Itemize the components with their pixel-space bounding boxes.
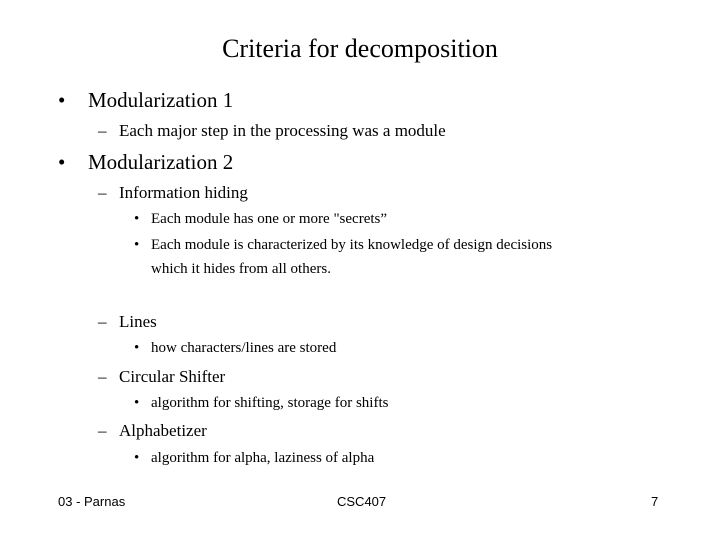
sub-bullet-text: Information hiding	[119, 183, 248, 202]
sub-bullet-text: Each major step in the processing was a module	[119, 121, 446, 140]
sub-bullet-major-step	[98, 121, 446, 141]
bullet-modularization-1	[58, 88, 233, 112]
detail-text: Each module has one or more "secrets”	[151, 211, 388, 227]
sub-bullet-text: Lines	[119, 312, 157, 331]
detail-text: algorithm for shifting, storage for shifts	[151, 395, 389, 411]
sub-bullet-text: Circular Shifter	[119, 367, 226, 386]
sub-bullet-alphabetizer	[98, 421, 207, 441]
footer-course-section: 03 - Parnas	[58, 494, 126, 509]
sub-bullet-information-hiding	[98, 183, 248, 203]
footer-page-number: 7	[651, 494, 659, 509]
detail-text: Each module is characterized by its knowledge of design decisions	[151, 237, 553, 253]
bullet-marker: •	[134, 211, 140, 227]
dash-marker: –	[98, 312, 107, 331]
bullet-marker: •	[134, 237, 140, 253]
detail-shifting	[134, 394, 388, 412]
bullet-marker: •	[58, 150, 66, 174]
detail-lines-storage	[134, 339, 336, 357]
bullet-marker: •	[134, 395, 140, 411]
detail-characterized-continued: which it hides from all others.	[151, 261, 331, 277]
slide-title: Criteria for decomposition	[222, 34, 498, 63]
bullet-text: Modularization 1	[88, 88, 234, 112]
dash-marker: –	[98, 183, 107, 202]
sub-bullet-lines	[98, 312, 157, 332]
bullet-text: Modularization 2	[88, 150, 234, 174]
dash-marker: –	[98, 421, 107, 440]
sub-bullet-circular-shifter	[98, 367, 225, 387]
detail-alpha	[134, 449, 374, 467]
dash-marker: –	[98, 367, 107, 386]
footer-course-code: CSC407	[337, 494, 387, 509]
bullet-modularization-2	[58, 150, 233, 174]
sub-bullet-text: Alphabetizer	[119, 421, 207, 440]
detail-secrets	[134, 210, 387, 228]
bullet-marker: •	[134, 340, 140, 356]
bullet-marker: •	[134, 450, 140, 466]
detail-text: algorithm for alpha, laziness of alpha	[151, 450, 375, 466]
detail-characterized	[134, 236, 552, 254]
bullet-marker: •	[58, 88, 66, 112]
dash-marker: –	[98, 121, 107, 140]
detail-text: how characters/lines are stored	[151, 340, 337, 356]
